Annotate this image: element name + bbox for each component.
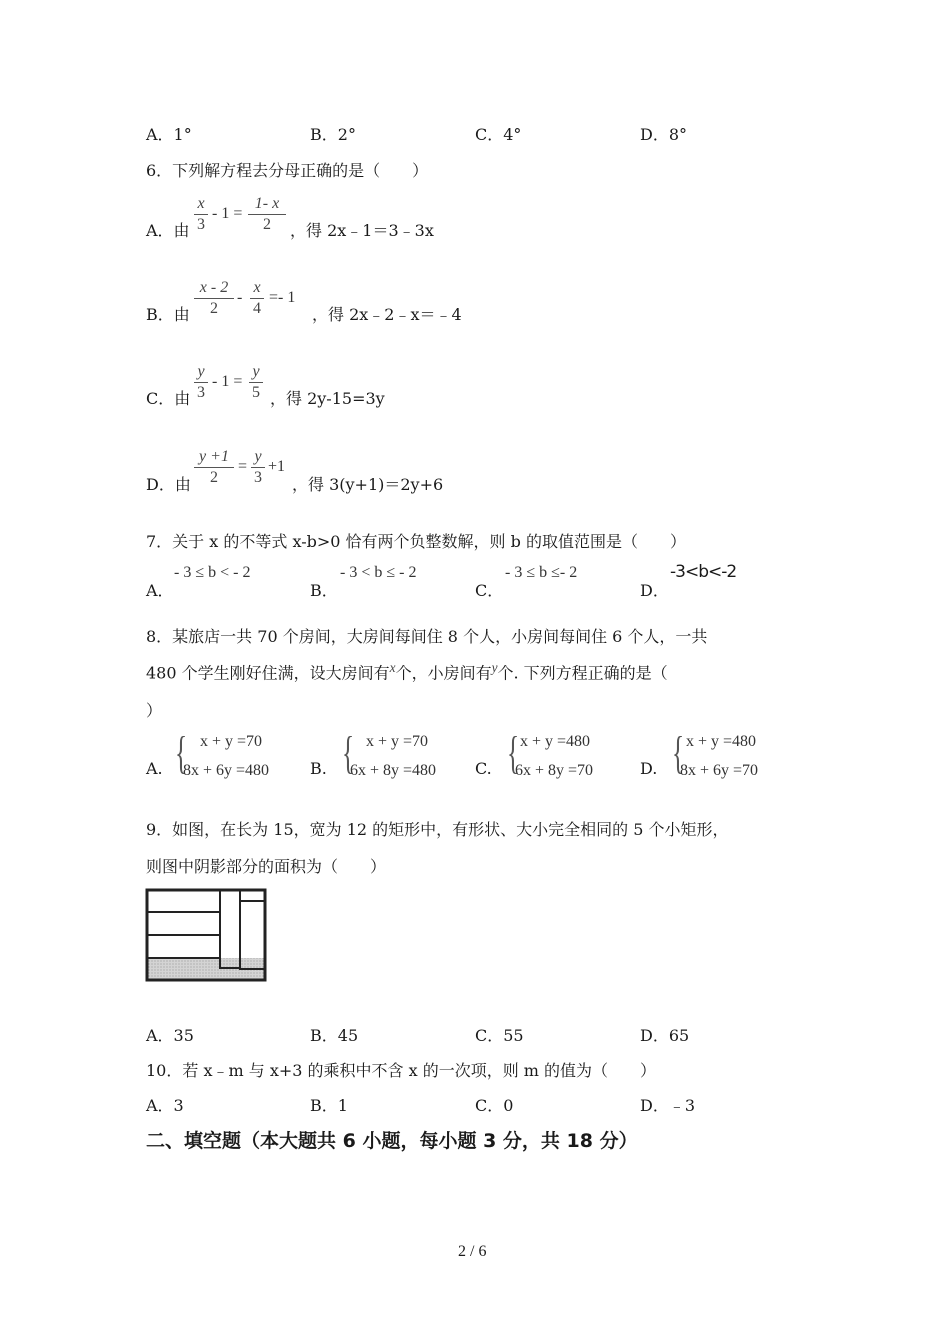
q7-expr-d: -3<b<-2 xyxy=(670,562,737,582)
q8-label-d: D. xyxy=(640,759,658,778)
q8-brace-d: { xyxy=(672,727,685,778)
q9-figure xyxy=(145,888,267,982)
q9-option-a: A．35 xyxy=(146,1026,194,1045)
q5-option-d: D．8° xyxy=(640,125,688,144)
q8-label-b: B. xyxy=(310,759,327,778)
q8-c-eq2: 6x + 8y =70 xyxy=(515,762,594,779)
q7-label-c: C． xyxy=(475,581,504,600)
q8-line-3: ） xyxy=(146,701,163,720)
q9-small-rect-1 xyxy=(147,890,220,912)
q6-a-fraction-1: $\frac{x}{3}$ xyxy=(194,194,208,235)
q6-c-mid: - 1 = xyxy=(212,373,243,390)
q6-b-mid: - xyxy=(237,289,243,306)
q6-b-tail: =- 1 xyxy=(269,289,296,306)
q8-label-c: C. xyxy=(475,759,492,778)
q8-label-a: A. xyxy=(146,759,163,778)
q10-stem: 10．若 x﹣m 与 x+3 的乘积中不含 x 的一次项，则 m 的值为（ ） xyxy=(146,1061,657,1080)
q5-option-c: C．4° xyxy=(475,125,522,144)
q7-expr-b: - 3 < b ≤ - 2 xyxy=(340,564,417,581)
q6-stem: 6．下列解方程去分母正确的是（ ） xyxy=(146,161,429,180)
q7-expr-c: - 3 ≤ b ≤- 2 xyxy=(505,564,578,581)
q6-c-prefix: C．由 xyxy=(146,389,191,408)
q8-d-eq1: x + y =480 xyxy=(686,733,757,750)
q9-small-rect-2 xyxy=(147,912,220,935)
q10-option-a: A．3 xyxy=(146,1096,184,1115)
q6-d-result: ，得 3(y+1)＝2y+6 xyxy=(292,475,444,494)
q8-b-eq1: x + y =70 xyxy=(366,733,429,750)
q6-c-result: ，得 2y-15=3y xyxy=(270,389,385,408)
q8-d-eq2: 8x + 6y =70 xyxy=(680,762,759,779)
q8-a-eq2: 8x + 6y =480 xyxy=(183,762,270,779)
q8-a-eq1: x + y =70 xyxy=(200,733,263,750)
q6-a-fraction-2: $\frac{1- x}{2}$ xyxy=(248,194,286,235)
q8-brace-a: { xyxy=(175,727,188,778)
section-2-heading: 二、填空题（本大题共 6 小题，每小题 3 分，共 18 分） xyxy=(146,1130,638,1152)
q7-label-b: B． xyxy=(310,581,338,600)
q6-d-fraction-1: $\frac{y +1}{2}$ xyxy=(194,447,234,488)
q6-c-fraction-2: $\frac{y}{5}$ xyxy=(249,362,263,403)
q5-option-a: A．1° xyxy=(146,125,192,144)
q8-brace-b: { xyxy=(342,727,355,778)
page-number: 2 / 6 xyxy=(458,1243,487,1260)
q7-stem: 7．关于 x 的不等式 x-b>0 恰有两个负整数解，则 b 的取值范围是（ ） xyxy=(146,532,686,551)
q9-option-c: C．55 xyxy=(475,1026,524,1045)
q9-line-1: 9．如图，在长为 15，宽为 12 的矩形中，有形状、大小完全相同的 5 个小矩形， xyxy=(146,820,729,839)
q6-d-prefix: D．由 xyxy=(146,475,191,494)
q7-label-a: A． xyxy=(146,581,174,600)
q10-option-b: B．1 xyxy=(310,1096,348,1115)
q6-a-prefix: A．由 xyxy=(146,221,190,240)
q9-option-d: D．65 xyxy=(640,1026,690,1045)
q6-d-tail: +1 xyxy=(268,458,286,475)
q6-a-mid: - 1 = xyxy=(212,205,243,222)
q6-b-fraction-1: $\frac{x - 2}{2}$ xyxy=(194,278,234,319)
q8-brace-c: { xyxy=(507,727,520,778)
q7-label-d: D． xyxy=(640,581,669,600)
q6-a-result: ，得 2x﹣1＝3﹣3x xyxy=(290,221,434,240)
q9-small-rect-3 xyxy=(147,935,220,958)
q8-line-2: 480 个学生刚好住满，设大房间有$^x$个，小房间有$^y$个. 下列方程正确的是（ xyxy=(146,660,668,683)
q6-b-result: ，得 2x﹣2﹣x＝﹣4 xyxy=(312,305,462,324)
q6-b-fraction-2: $\frac{x}{4}$ xyxy=(250,278,264,319)
q8-line-1: 8．某旅店一共 70 个房间，大房间每间住 8 个人，小房间每间住 6 个人，一共 xyxy=(146,627,708,646)
q7-expr-a: - 3 ≤ b < - 2 xyxy=(174,564,251,581)
q5-option-b: B．2° xyxy=(310,125,356,144)
q6-d-fraction-2: $\frac{y}{3}$ xyxy=(251,447,265,488)
q8-c-eq1: x + y =480 xyxy=(520,733,591,750)
q10-option-c: C．0 xyxy=(475,1096,514,1115)
q9-small-rect-4 xyxy=(220,890,240,968)
q9-line-2: 则图中阴影部分的面积为（ ） xyxy=(146,857,387,876)
q9-option-b: B．45 xyxy=(310,1026,359,1045)
q8-b-eq2: 6x + 8y =480 xyxy=(350,762,437,779)
q6-c-fraction-1: $\frac{y}{3}$ xyxy=(194,362,208,403)
q10-option-d: D．﹣3 xyxy=(640,1096,696,1115)
q6-b-prefix: B．由 xyxy=(146,305,190,324)
q6-d-mid: = xyxy=(238,458,248,475)
